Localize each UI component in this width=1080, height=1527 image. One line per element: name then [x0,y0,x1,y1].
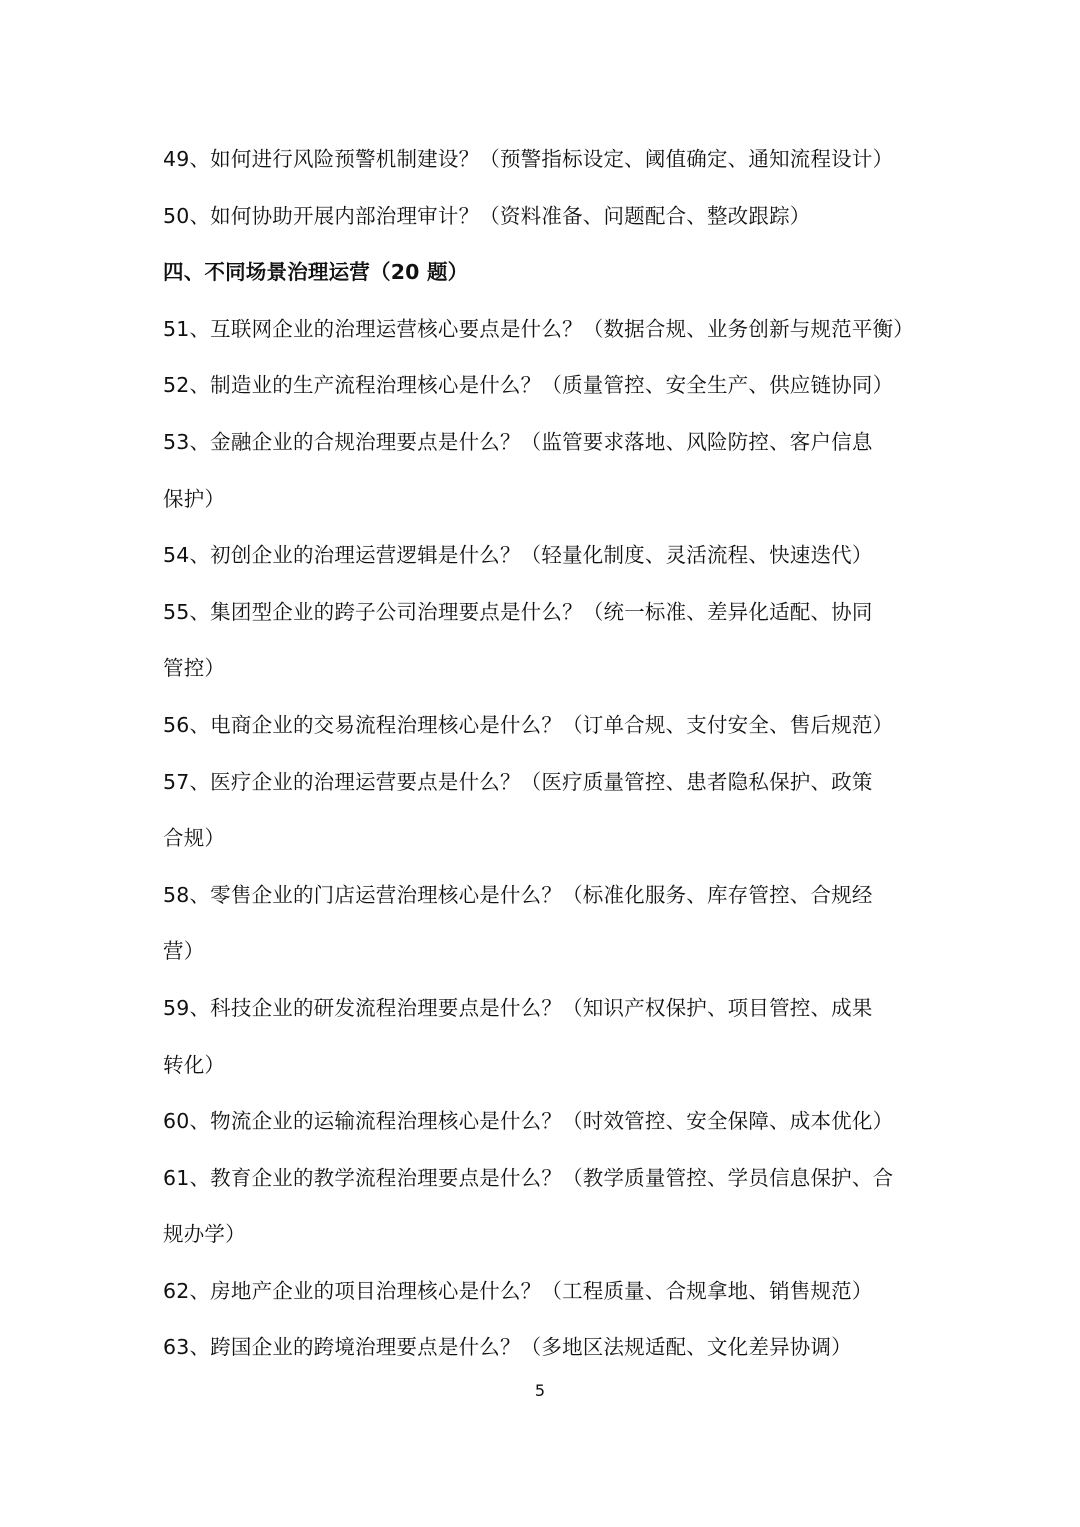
question-55: 55、集团型企业的跨子公司治理要点是什么？（统一标准、差异化适配、协同 [163,599,873,624]
question-50: 50、如何协助开展内部治理审计？（资料准备、问题配合、整改跟踪） [163,203,811,228]
page-number: 5 [534,1381,546,1400]
question-53: 53、金融企业的合规治理要点是什么？（监管要求落地、风险防控、客户信息 [163,429,873,454]
section-heading: 四、不同场景治理运营（20 题） [163,260,469,285]
question-58: 58、零售企业的门店运营治理核心是什么？（标准化服务、库存管控、合规经 [163,882,873,907]
question-51: 51、互联网企业的治理运营核心要点是什么？（数据合规、业务创新与规范平衡） [163,316,914,341]
question-52: 52、制造业的生产流程治理核心是什么？（质量管控、安全生产、供应链协同） [163,373,894,398]
question-54: 54、初创企业的治理运营逻辑是什么？（轻量化制度、灵活流程、快速迭代） [163,543,873,568]
question-61-continued: 规办学） [163,1222,246,1247]
question-60: 60、物流企业的运输流程治理核心是什么？（时效管控、安全保障、成本优化） [163,1109,894,1134]
question-58-continued: 营） [163,939,205,964]
question-55-continued: 管控） [163,656,226,681]
question-57: 57、医疗企业的治理运营要点是什么？（医疗质量管控、患者隐私保护、政策 [163,769,873,794]
question-63: 63、跨国企业的跨境治理要点是什么？（多地区法规适配、文化差异协调） [163,1335,852,1360]
question-59: 59、科技企业的研发流程治理要点是什么？（知识产权保护、项目管控、成果 [163,995,873,1020]
question-61: 61、教育企业的教学流程治理要点是什么？（教学质量管控、学员信息保护、合 [163,1165,894,1190]
question-49: 49、如何进行风险预警机制建设？（预警指标设定、阈值确定、通知流程设计） [163,147,894,171]
question-62: 62、房地产企业的项目治理核心是什么？（工程质量、合规拿地、销售规范） [163,1278,873,1303]
question-53-continued: 保护） [163,486,226,511]
document-body [163,131,923,1376]
question-59-continued: 转化） [163,1052,226,1077]
question-57-continued: 合规） [163,826,226,851]
question-56: 56、电商企业的交易流程治理核心是什么？（订单合规、支付安全、售后规范） [163,712,894,737]
